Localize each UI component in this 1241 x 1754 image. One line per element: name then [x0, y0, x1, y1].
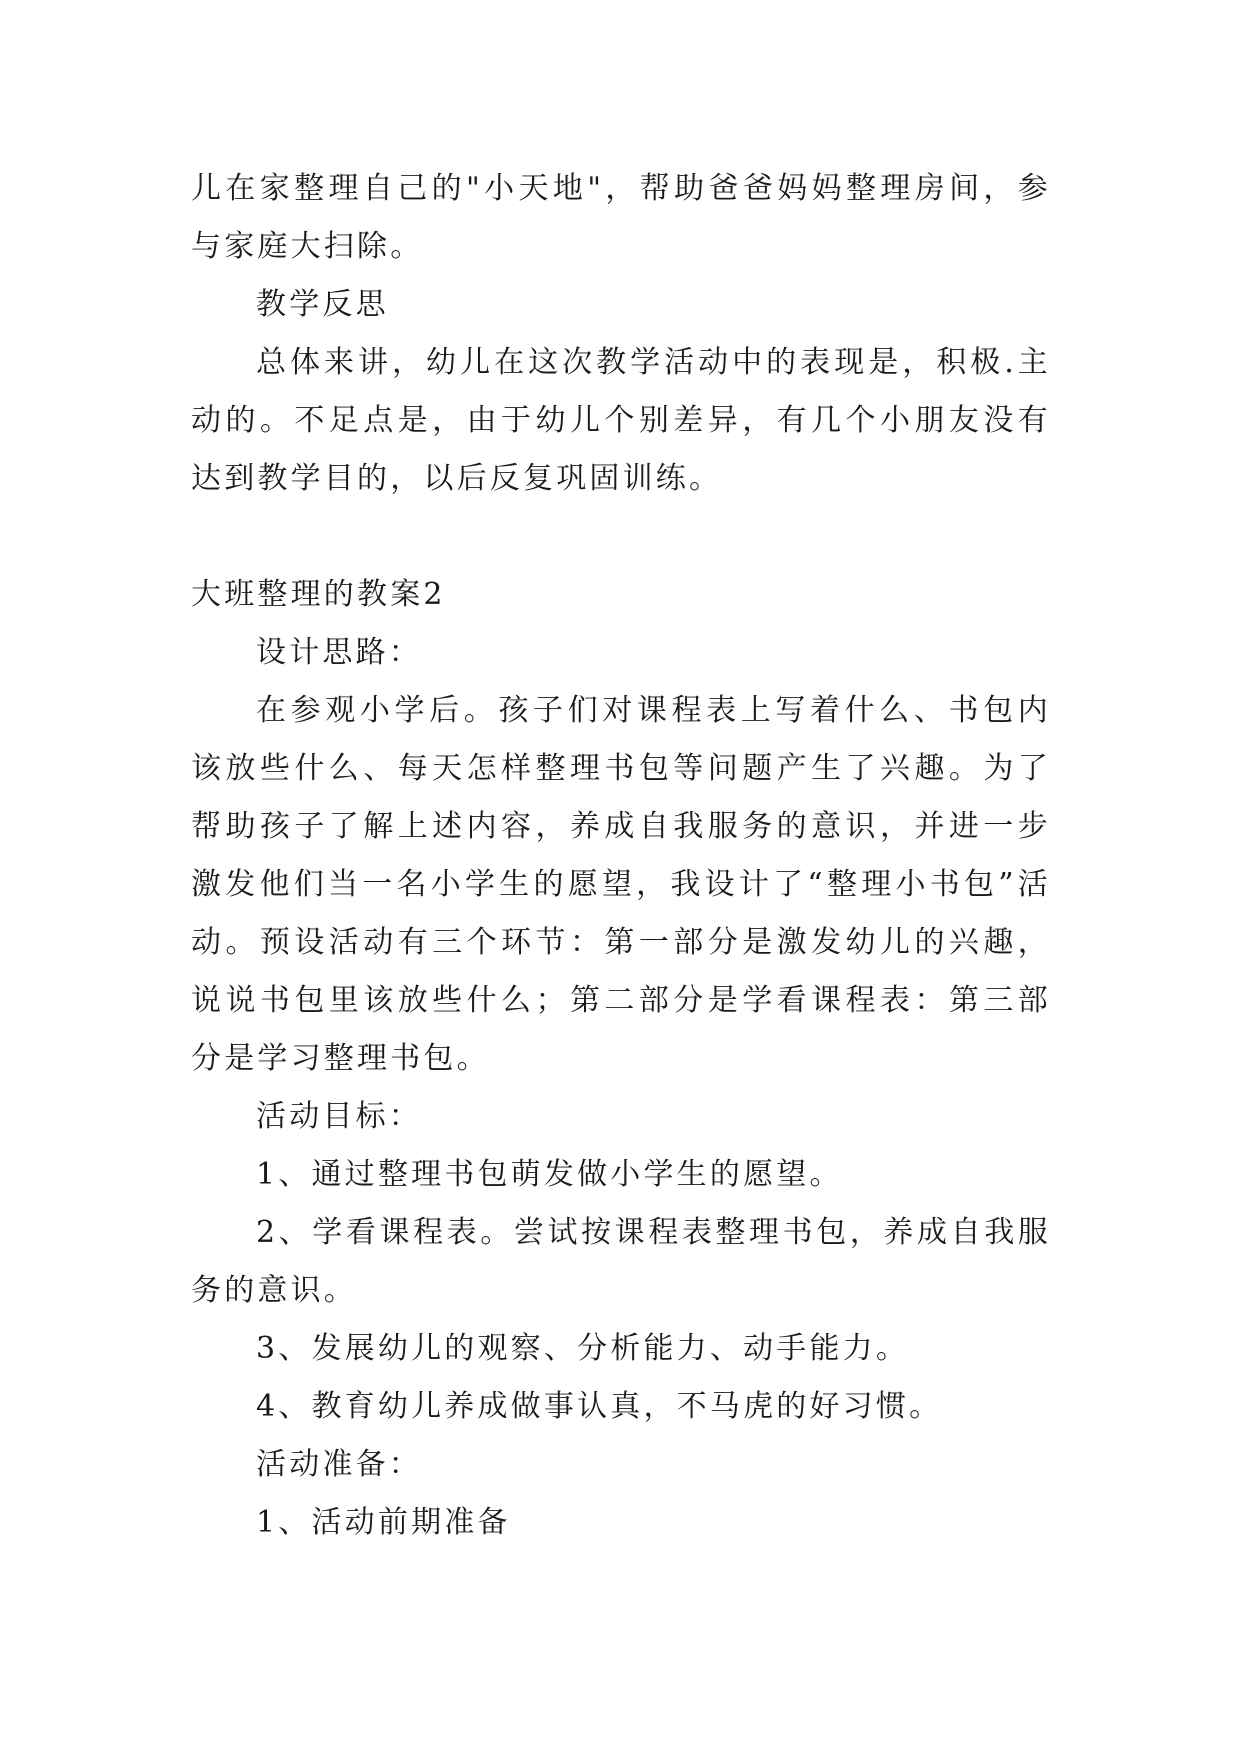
goal-item-4: 4、教育幼儿养成做事认真，不马虎的好习惯。: [256, 1389, 943, 1424]
preparation-item-1: 1、活动前期准备: [256, 1505, 511, 1540]
heading-activity-preparation: 活动准备：: [256, 1447, 422, 1482]
paragraph-continuation: 儿在家整理自己的"小天地"，帮助爸爸妈妈整理房间，参与家庭大扫除。: [191, 171, 1051, 264]
paragraph-reflection: 总体来讲，幼儿在这次教学活动中的表现是，积极.主动的。不足点是，由于幼儿个别差异，有几个小朋友没有达到教学目的，以后反复巩固训练。: [191, 345, 1051, 496]
goal-item-3: 3、发展幼儿的观察、分析能力、动手能力。: [256, 1331, 910, 1366]
paragraph-design-ideas: 在参观小学后。孩子们对课程表上写着什么、书包内该放些什么、每天怎样整理书包等问题产生了兴趣。为了帮助孩子了解上述内容，养成自我服务的意识，并进一步激发他们当一名小学生的愿望，我设计了“整理小书包”活动。预设活动有三个环节：第一部分是激发幼儿的兴趣，说说书包里该放些什么；第二部分是学看课程表：第三部分是学习整理书包。: [191, 693, 1051, 1076]
section-title: 大班整理的教案2: [191, 577, 446, 612]
heading-design-ideas: 设计思路：: [256, 635, 422, 670]
goal-item-1: 1、通过整理书包萌发做小学生的愿望。: [256, 1157, 843, 1192]
section-spacer: [191, 508, 1051, 566]
goal-item-2: 2、学看课程表。尝试按课程表整理书包，养成自我服务的意识。: [191, 1215, 1051, 1308]
heading-teaching-reflection: 教学反思: [256, 287, 389, 322]
heading-activity-goals: 活动目标：: [256, 1099, 422, 1134]
document-body: [191, 160, 1051, 1552]
